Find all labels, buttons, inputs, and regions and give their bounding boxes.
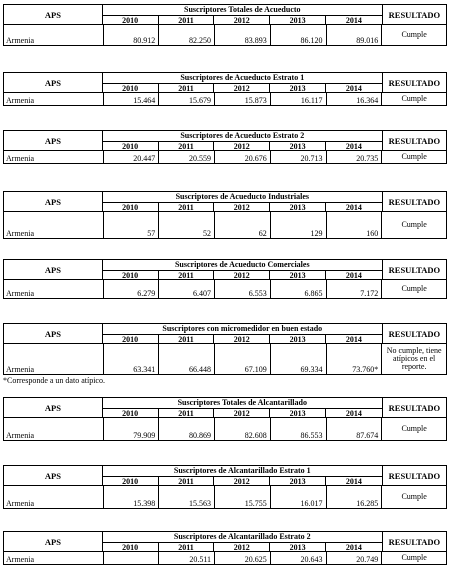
table-title: Suscriptores de Acueducto Industriales — [103, 192, 382, 203]
year-header: 2014 — [345, 142, 362, 151]
table-title: Suscriptores de Acueducto Comerciales — [103, 260, 382, 271]
year-header: 2013 — [270, 203, 326, 212]
value-cell: 20.643 — [271, 552, 327, 564]
aps-header: APS — [4, 192, 103, 212]
year-header: 2012 — [214, 543, 270, 552]
result-cell: Cumple — [401, 30, 427, 39]
table-row — [4, 93, 446, 105]
year-header: 2011 — [159, 142, 215, 151]
year-header: 2011 — [159, 16, 215, 25]
value-cell: 6.865 — [271, 280, 327, 298]
aps-header: APS — [4, 532, 103, 552]
table-header — [4, 324, 446, 344]
value-cell: 80.912 — [104, 25, 160, 45]
year-header: 2011 — [159, 84, 215, 93]
value-cell: 129 — [271, 212, 327, 238]
table-header — [4, 398, 446, 418]
aps-header: APS — [4, 466, 103, 486]
value-cell: 79.909 — [104, 418, 160, 440]
value-cell: 15.873 — [215, 93, 271, 105]
year-header: 2012 — [214, 335, 270, 344]
resultado-header: RESULTADO — [383, 131, 446, 151]
year-header-row — [103, 203, 382, 212]
year-header: 2012 — [214, 271, 270, 280]
municipality-cell: Armenia — [4, 212, 104, 238]
data-table — [3, 191, 447, 239]
aps-header: APS — [4, 5, 103, 25]
value-cell: 6.279 — [104, 280, 160, 298]
year-header: 2014 — [345, 477, 362, 486]
title-block — [103, 131, 383, 151]
value-cell: 83.893 — [215, 25, 271, 45]
resultado-header: RESULTADO — [383, 398, 446, 418]
municipality-cell: Armenia — [4, 486, 104, 508]
result-cell: Cumple — [401, 492, 427, 501]
data-table — [3, 397, 447, 441]
year-header: 2014 — [345, 203, 362, 212]
year-header-row — [103, 142, 382, 151]
year-header: 2014 — [345, 543, 362, 552]
table-row — [4, 151, 446, 163]
table-header — [4, 5, 446, 25]
year-header: 2010 — [103, 409, 159, 418]
value-cell: 69.334 — [271, 344, 327, 374]
municipality-cell: Armenia — [4, 25, 104, 45]
table-row — [4, 552, 446, 564]
data-table — [3, 130, 447, 164]
title-block — [103, 398, 383, 418]
year-header: 2013 — [270, 477, 326, 486]
municipality-cell: Armenia — [4, 418, 104, 440]
year-header: 2010 — [103, 142, 159, 151]
result-cell: Cumple — [401, 94, 427, 103]
year-header: 2012 — [214, 409, 270, 418]
resultado-header: RESULTADO — [383, 192, 446, 212]
table-title: Suscriptores de Alcantarillado Estrato 2 — [103, 532, 382, 543]
year-header: 2014 — [345, 84, 362, 93]
table-header — [4, 192, 446, 212]
title-block — [103, 192, 383, 212]
result-cell: Cumple — [401, 152, 427, 161]
table-row — [4, 212, 446, 238]
value-cell: 80.869 — [159, 418, 215, 440]
value-cell: 73.760* — [327, 344, 383, 374]
value-cell: 16.285 — [327, 486, 383, 508]
year-header: 2010 — [103, 543, 159, 552]
value-cell: 15.563 — [159, 486, 215, 508]
municipality-cell: Armenia — [4, 151, 104, 163]
value-cell: 6.407 — [159, 280, 215, 298]
year-header: 2010 — [103, 477, 159, 486]
table-title: Suscriptores de Acueducto Estrato 2 — [103, 131, 382, 142]
year-header: 2014 — [345, 409, 362, 418]
result-cell: No cumple, tiene atípicos en el reporte. — [386, 346, 442, 371]
year-header: 2012 — [214, 477, 270, 486]
year-header: 2011 — [159, 409, 215, 418]
title-block — [103, 324, 383, 344]
table-title: Suscriptores con micromedidor en buen estado — [103, 324, 382, 335]
result-cell: Cumple — [401, 220, 427, 229]
table-title: Suscriptores Totales de Acueducto — [103, 5, 382, 16]
year-header-row — [103, 84, 382, 93]
table-title: Suscriptores de Alcantarillado Estrato 1 — [103, 466, 382, 477]
value-cell: 15.755 — [215, 486, 271, 508]
year-header: 2013 — [270, 84, 326, 93]
year-header: 2011 — [159, 271, 215, 280]
table-header — [4, 73, 446, 93]
value-cell: 15.398 — [104, 486, 160, 508]
value-cell: 66.448 — [159, 344, 215, 374]
title-block — [103, 260, 383, 280]
footnote: *Corresponde a un dato atípico. — [3, 376, 105, 385]
data-table — [3, 4, 447, 46]
value-cell: 62 — [215, 212, 271, 238]
value-cell: 20.511 — [159, 552, 215, 564]
year-header: 2012 — [214, 84, 270, 93]
year-header: 2014 — [345, 271, 362, 280]
year-header: 2012 — [214, 16, 270, 25]
year-header: 2011 — [159, 477, 215, 486]
year-header: 2014 — [345, 335, 362, 344]
resultado-header: RESULTADO — [383, 260, 446, 280]
table-row — [4, 344, 446, 374]
value-cell: 20.735 — [327, 151, 383, 163]
title-block — [103, 73, 383, 93]
year-header: 2011 — [159, 543, 215, 552]
title-block — [103, 5, 383, 25]
aps-header: APS — [4, 398, 103, 418]
municipality-cell: Armenia — [4, 280, 104, 298]
resultado-header: RESULTADO — [383, 466, 446, 486]
result-cell: Cumple — [401, 553, 427, 562]
table-row — [4, 486, 446, 508]
value-cell: 16.117 — [271, 93, 327, 105]
year-header: 2013 — [270, 409, 326, 418]
table-row — [4, 25, 446, 45]
year-header: 2013 — [270, 142, 326, 151]
aps-header: APS — [4, 324, 103, 344]
year-header-row — [103, 477, 382, 486]
year-header-row — [103, 16, 382, 25]
resultado-header: RESULTADO — [383, 73, 446, 93]
resultado-header: RESULTADO — [383, 5, 446, 25]
table-title: Suscriptores de Acueducto Estrato 1 — [103, 73, 382, 84]
year-header: 2010 — [103, 84, 159, 93]
data-table — [3, 259, 447, 299]
resultado-header: RESULTADO — [383, 324, 446, 344]
value-cell: 6.553 — [215, 280, 271, 298]
table-title: Suscriptores Totales de Alcantarillado — [103, 398, 382, 409]
value-cell: 20.676 — [215, 151, 271, 163]
table-row — [4, 418, 446, 440]
value-cell: 86.120 — [271, 25, 327, 45]
year-header: 2013 — [270, 335, 326, 344]
value-cell: 20.447 — [104, 151, 160, 163]
year-header-row — [103, 543, 382, 552]
value-cell: 89.016 — [327, 25, 383, 45]
table-header — [4, 131, 446, 151]
data-table — [3, 531, 447, 565]
year-header-row — [103, 409, 382, 418]
aps-header: APS — [4, 260, 103, 280]
year-header: 2012 — [214, 203, 270, 212]
municipality-cell: Armenia — [4, 552, 104, 564]
municipality-cell: Armenia — [4, 93, 104, 105]
value-cell: 16.364 — [327, 93, 383, 105]
value-cell: 20.749 — [327, 552, 383, 564]
aps-header: APS — [4, 73, 103, 93]
table-header — [4, 466, 446, 486]
title-block — [103, 466, 383, 486]
year-header-row — [103, 335, 382, 344]
table-header — [4, 532, 446, 552]
value-cell: 57 — [104, 212, 160, 238]
value-cell: 7.172 — [327, 280, 383, 298]
title-block — [103, 532, 383, 552]
data-table — [3, 72, 447, 106]
table-header — [4, 260, 446, 280]
value-cell: 20.625 — [215, 552, 271, 564]
year-header: 2013 — [270, 16, 326, 25]
value-cell: 52 — [159, 212, 215, 238]
year-header: 2010 — [103, 335, 159, 344]
year-header-row — [103, 271, 382, 280]
year-header: 2011 — [159, 203, 215, 212]
value-cell: 67.109 — [215, 344, 271, 374]
table-row — [4, 280, 446, 298]
year-header: 2010 — [103, 271, 159, 280]
value-cell: 20.559 — [159, 151, 215, 163]
data-table — [3, 323, 447, 375]
year-header: 2010 — [103, 203, 159, 212]
year-header: 2014 — [345, 16, 362, 25]
result-cell: Cumple — [401, 284, 427, 293]
year-header: 2012 — [214, 142, 270, 151]
value-cell — [104, 552, 160, 564]
year-header: 2013 — [270, 271, 326, 280]
result-cell: Cumple — [401, 424, 427, 433]
value-cell: 82.250 — [159, 25, 215, 45]
value-cell: 16.017 — [271, 486, 327, 508]
aps-header: APS — [4, 131, 103, 151]
year-header: 2013 — [270, 543, 326, 552]
value-cell: 87.674 — [327, 418, 383, 440]
year-header: 2010 — [103, 16, 159, 25]
municipality-cell: Armenia — [4, 344, 104, 374]
value-cell: 160 — [327, 212, 383, 238]
value-cell: 82.608 — [215, 418, 271, 440]
value-cell: 15.464 — [104, 93, 160, 105]
year-header: 2011 — [159, 335, 215, 344]
value-cell: 63.341 — [104, 344, 160, 374]
value-cell: 20.713 — [271, 151, 327, 163]
value-cell: 86.553 — [271, 418, 327, 440]
data-table — [3, 465, 447, 509]
resultado-header: RESULTADO — [383, 532, 446, 552]
value-cell: 15.679 — [159, 93, 215, 105]
